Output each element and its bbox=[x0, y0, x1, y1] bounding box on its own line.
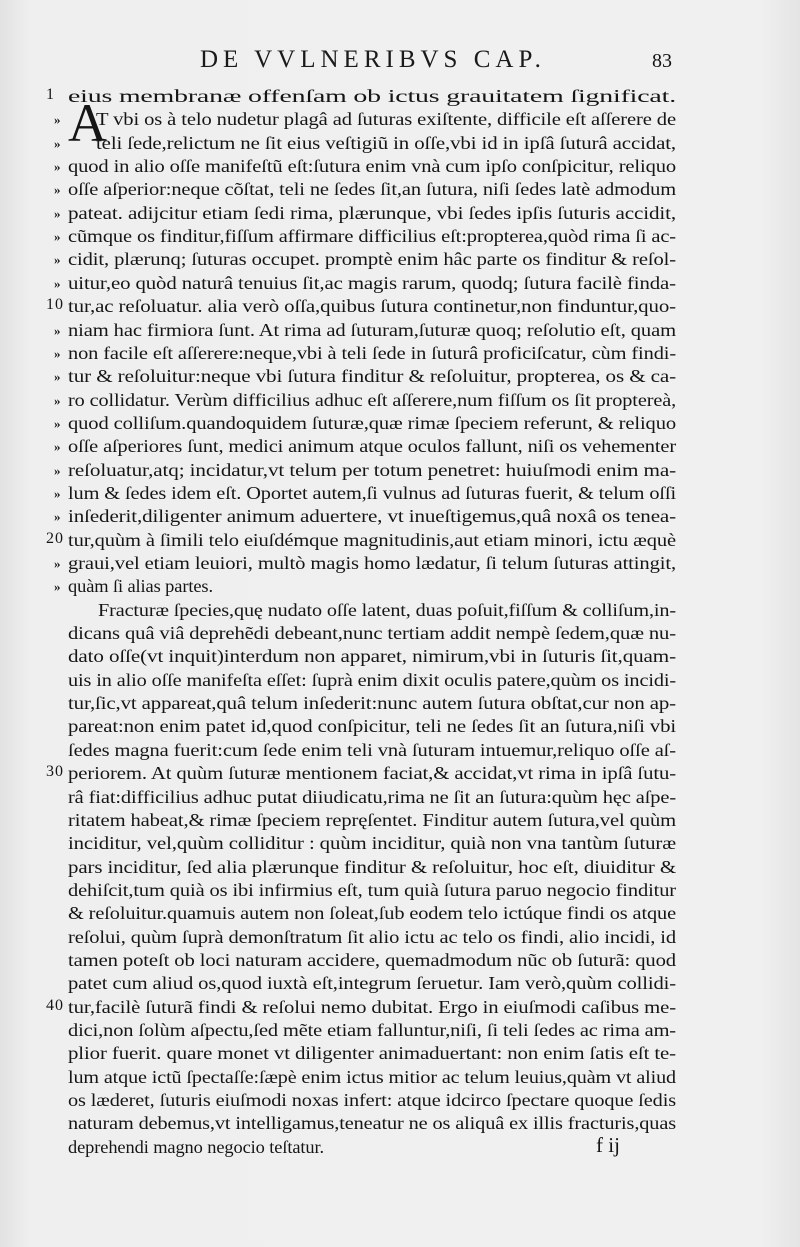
quotation-mark: » bbox=[54, 485, 61, 501]
line-text: oſſe aſperiores ſunt, medici animum atque oculos fallunt, niſi os vehementer bbox=[68, 436, 676, 457]
line-text: naturam debemus,vt intelligamus,teneatur ne os aliquâ ex illis fracturis,quas bbox=[68, 1113, 677, 1134]
text-line bbox=[0, 201, 800, 225]
text-line bbox=[0, 855, 800, 879]
line-text: inciditur, vel,quùm colliditur : quùm inciditur, quià non vna tantùm ſuturæ bbox=[68, 833, 676, 854]
line-text: quod in alio oſſe manifeſtũ eſt:ſutura enim vnà cum ipſo conſpicitur, reliquo bbox=[68, 156, 677, 177]
line-text: ſedes magna fuerit:cum ſede enim teli vnà ſuturam intuemur,reliquo oſſe aſ- bbox=[68, 739, 676, 760]
text-line bbox=[0, 644, 800, 668]
line-text: uitur,eo quòd naturâ tenuius ſit,ac magis rarum, quodq; ſutura facilè finda- bbox=[68, 272, 676, 293]
text-line bbox=[0, 247, 800, 271]
text-line bbox=[0, 1135, 800, 1159]
text-line bbox=[0, 668, 800, 692]
text-line bbox=[0, 901, 800, 925]
text-line bbox=[0, 528, 800, 552]
line-text: os læderet, ſuturis eiuſmodi noxas infert: atque idcirco ſpectare quoque ſedis bbox=[68, 1090, 677, 1111]
line-text: reſolui, quùm ſuprà demonſtratum ſit alio ictu ac telo os findi, alio incidi, id bbox=[68, 926, 677, 947]
text-line bbox=[0, 504, 800, 528]
running-title: DE VVLNERIBVS CAP. bbox=[200, 46, 546, 73]
text-line bbox=[0, 714, 800, 738]
line-text: tur,quùm à ſimili telo eiuſdémque magnitudinis,aut etiam minori, ictu æquè bbox=[68, 529, 677, 550]
line-number: 40 bbox=[46, 996, 64, 1014]
line-text: lum & ſedes idem eſt. Oportet autem,ſi vulnus ad ſuturas fuerit, & telum oſſi bbox=[68, 482, 677, 503]
text-line bbox=[0, 341, 800, 365]
line-text: periorem. At quùm ſuturæ mentionem faciat,& accidat,vt rima in ipſâ ſutu- bbox=[68, 763, 677, 784]
quotation-mark: » bbox=[54, 322, 61, 338]
line-text: patet cum aliud os,quod iuxtà eſt,integrum ſeruetur. Iam verò,quùm collidi- bbox=[68, 973, 676, 994]
text-line bbox=[0, 411, 800, 435]
text-line bbox=[0, 761, 800, 785]
text-line bbox=[0, 1018, 800, 1042]
line-number: 30 bbox=[46, 763, 64, 781]
text-line bbox=[0, 434, 800, 458]
text-line bbox=[0, 131, 800, 155]
line-text: deprehendi magno negocio teſtatur. bbox=[68, 1136, 325, 1157]
line-text: oſſe aſperior:neque cõſtat, teli ne ſedes ſit,an ſutura, niſi ſedes latè admodum bbox=[68, 179, 676, 200]
line-text: quod colliſum.quandoquidem ſuturæ,quæ rimæ ſpeciem referunt, & reliquo bbox=[68, 412, 677, 433]
line-text: ro collidatur. Verùm difficilius adhuc eſt aſſerere,num fiſſum os ſit proptereà, bbox=[68, 389, 677, 410]
line-text: lum atque ictũ ſpectaſſe:ſæpè enim ictus mitior ac telum leuius,quàm vt aliud bbox=[68, 1066, 676, 1087]
text-line bbox=[0, 878, 800, 902]
quotation-mark: » bbox=[54, 159, 61, 175]
line-number: 1 bbox=[46, 86, 55, 103]
quotation-mark: » bbox=[54, 229, 61, 245]
line-text: tur,ac reſoluatur. alia verò oſſa,quibus ſutura continetur,non finduntur,quo- bbox=[68, 296, 677, 317]
text-line bbox=[0, 808, 800, 832]
text-line bbox=[0, 177, 800, 201]
line-text: tur,facilè ſuturã findi & reſolui nemo dubitat. Ergo in eiuſmodi caſibus me- bbox=[68, 996, 677, 1017]
line-text: non facile eſt aſſerere:neque,vbi à teli ſede in ſuturâ proficiſcatur, cùm findi- bbox=[68, 342, 677, 363]
text-line bbox=[0, 621, 800, 645]
page-number: 83 bbox=[652, 50, 672, 72]
text-line bbox=[0, 364, 800, 388]
signature-mark: f ij bbox=[596, 1133, 620, 1157]
line-text: inſederit,diligenter animum aduertere, vt inueſtigemus,quâ noxâ os tenea- bbox=[68, 506, 677, 527]
text-line bbox=[0, 785, 800, 809]
line-text: pars inciditur, ſed alia plærunque finditur & reſoluitur, hoc eſt, diuiditur & bbox=[68, 856, 677, 877]
line-text: ritatem habeat,& rimæ ſpeciem repręſentet. Finditur autem ſutura,vel quùm bbox=[68, 809, 677, 830]
line-text: T vbi os à telo nudetur plagâ ad ſuturas exiſtente, difficile eſt aſſerere de bbox=[96, 109, 676, 130]
line-number: 10 bbox=[46, 296, 64, 314]
quotation-mark: » bbox=[54, 275, 61, 291]
text-line bbox=[0, 271, 800, 295]
text-line bbox=[0, 481, 800, 505]
line-text: dehiſcit,tum quià os ibi infirmius eſt, tum quià ſutura paruo negocio finditur bbox=[68, 879, 677, 900]
text-line bbox=[0, 318, 800, 342]
line-text: & reſoluitur.quamuis autem non ſoleat,ſub eodem telo ictúque findi os atque bbox=[68, 903, 677, 924]
text-line bbox=[0, 948, 800, 972]
quotation-mark: » bbox=[54, 579, 61, 595]
text-line bbox=[0, 107, 800, 131]
quotation-mark: » bbox=[54, 345, 61, 361]
text-line bbox=[0, 598, 800, 622]
quotation-mark: » bbox=[54, 439, 61, 455]
line-text: tamen poteſt ob loci naturam accidere, quemadmodum nũc ob ſuturã: quod bbox=[68, 949, 677, 970]
quotation-mark: » bbox=[54, 252, 61, 268]
text-line bbox=[0, 995, 800, 1019]
quotation-mark: » bbox=[54, 509, 61, 525]
text-line bbox=[0, 1041, 800, 1065]
text-line bbox=[0, 1088, 800, 1112]
text-line bbox=[0, 154, 800, 178]
line-text: uis in alio oſſe manifeſta eſſet: ſuprà enim dixit oculis patere,quùm os incidi- bbox=[68, 669, 677, 690]
text-line bbox=[0, 84, 800, 108]
quotation-mark: » bbox=[54, 205, 61, 221]
line-text: tur & reſoluitur:neque vbi ſutura finditur & reſoluitur, propterea, os & ca- bbox=[68, 366, 677, 387]
text-line bbox=[0, 294, 800, 318]
text-line bbox=[0, 574, 800, 598]
quotation-mark: » bbox=[54, 556, 61, 571]
quotation-mark: » bbox=[54, 112, 61, 128]
text-line bbox=[0, 971, 800, 995]
text-line bbox=[0, 224, 800, 248]
line-text: niam hac firmiora ſunt. At rima ad ſuturam,ſuturæ quoq; reſolutio eſt, quam bbox=[68, 319, 676, 340]
line-text: dato oſſe(vt inquit)interdum non apparet, nimirum,vbi in ſuturis ſit,quam- bbox=[68, 646, 676, 667]
line-text: cũmque os finditur,fiſſum affirmare difficilius eſt:propterea,quòd rima ſi ac- bbox=[68, 226, 677, 247]
quotation-mark: » bbox=[54, 462, 61, 478]
text-line bbox=[0, 458, 800, 482]
quotation-mark: » bbox=[54, 369, 61, 385]
text-line bbox=[0, 738, 800, 762]
quotation-mark: » bbox=[54, 135, 61, 151]
quotation-mark: » bbox=[54, 415, 61, 431]
text-line bbox=[0, 551, 800, 575]
line-text: reſoluatur,atq; incidatur,vt telum per totum penetret: huiuſmodi enim ma- bbox=[68, 459, 677, 480]
line-number: 20 bbox=[46, 529, 64, 547]
line-text: Fracturæ ſpecies,quę nudato oſſe latent, duas poſuit,fiſſum & colliſum,in- bbox=[98, 599, 677, 620]
line-text: quàm ſi alias partes. bbox=[68, 576, 213, 597]
text-line bbox=[0, 925, 800, 949]
line-text: dici,non ſolùm aſpectu,ſed mẽte etiam falluntur,niſi, ſi teli ſedes ac rima am- bbox=[68, 1020, 676, 1040]
line-text: cidit, plærunq; ſuturas occupet. promptè enim hâc parte os finditur & reſol- bbox=[68, 249, 676, 270]
quotation-mark: » bbox=[54, 392, 61, 408]
line-text: dicans quâ viâ deprehẽdi debeant,nunc tertiam addit nempè ſedem,quæ nu- bbox=[68, 623, 677, 644]
text-line bbox=[0, 1111, 800, 1135]
text-line bbox=[0, 831, 800, 855]
line-text: pateat. adijcitur etiam ſedi rima, plærunque, vbi ſedes ipſis ſuturis accidit, bbox=[68, 202, 677, 223]
line-text: teli ſede,relictum ne ſit eius veſtigiũ in oſſe,vbi id in ipſâ ſuturâ accidat, bbox=[96, 132, 676, 153]
drop-cap: A bbox=[68, 93, 107, 153]
line-text: eius membranæ offenſam ob ictus grauitatem ſignificat. bbox=[68, 86, 676, 106]
text-line bbox=[0, 1065, 800, 1089]
quotation-mark: » bbox=[54, 182, 61, 198]
text-line bbox=[0, 388, 800, 412]
line-text: graui,vel etiam leuiori, multò magis homo lædatur, ſi telum ſuturas attingit, bbox=[68, 553, 677, 573]
line-text: râ fiat:difficilius adhuc putat diiudicatu,rima ne ſit an ſutura:quùm hęc aſpe- bbox=[68, 786, 677, 807]
text-line bbox=[0, 691, 800, 715]
line-text: tur,ſic,vt appareat,quâ telum inſederit:nunc autem ſutura obſtat,cur non ap- bbox=[68, 693, 677, 714]
line-text: pareat:non enim patet id,quod conſpicitur, teli ne ſedes ſit an ſutura,niſi vbi bbox=[68, 716, 676, 737]
line-text: plior fuerit. quare monet vt diligenter animaduertant: non enim ſatis eſt te- bbox=[68, 1043, 676, 1064]
